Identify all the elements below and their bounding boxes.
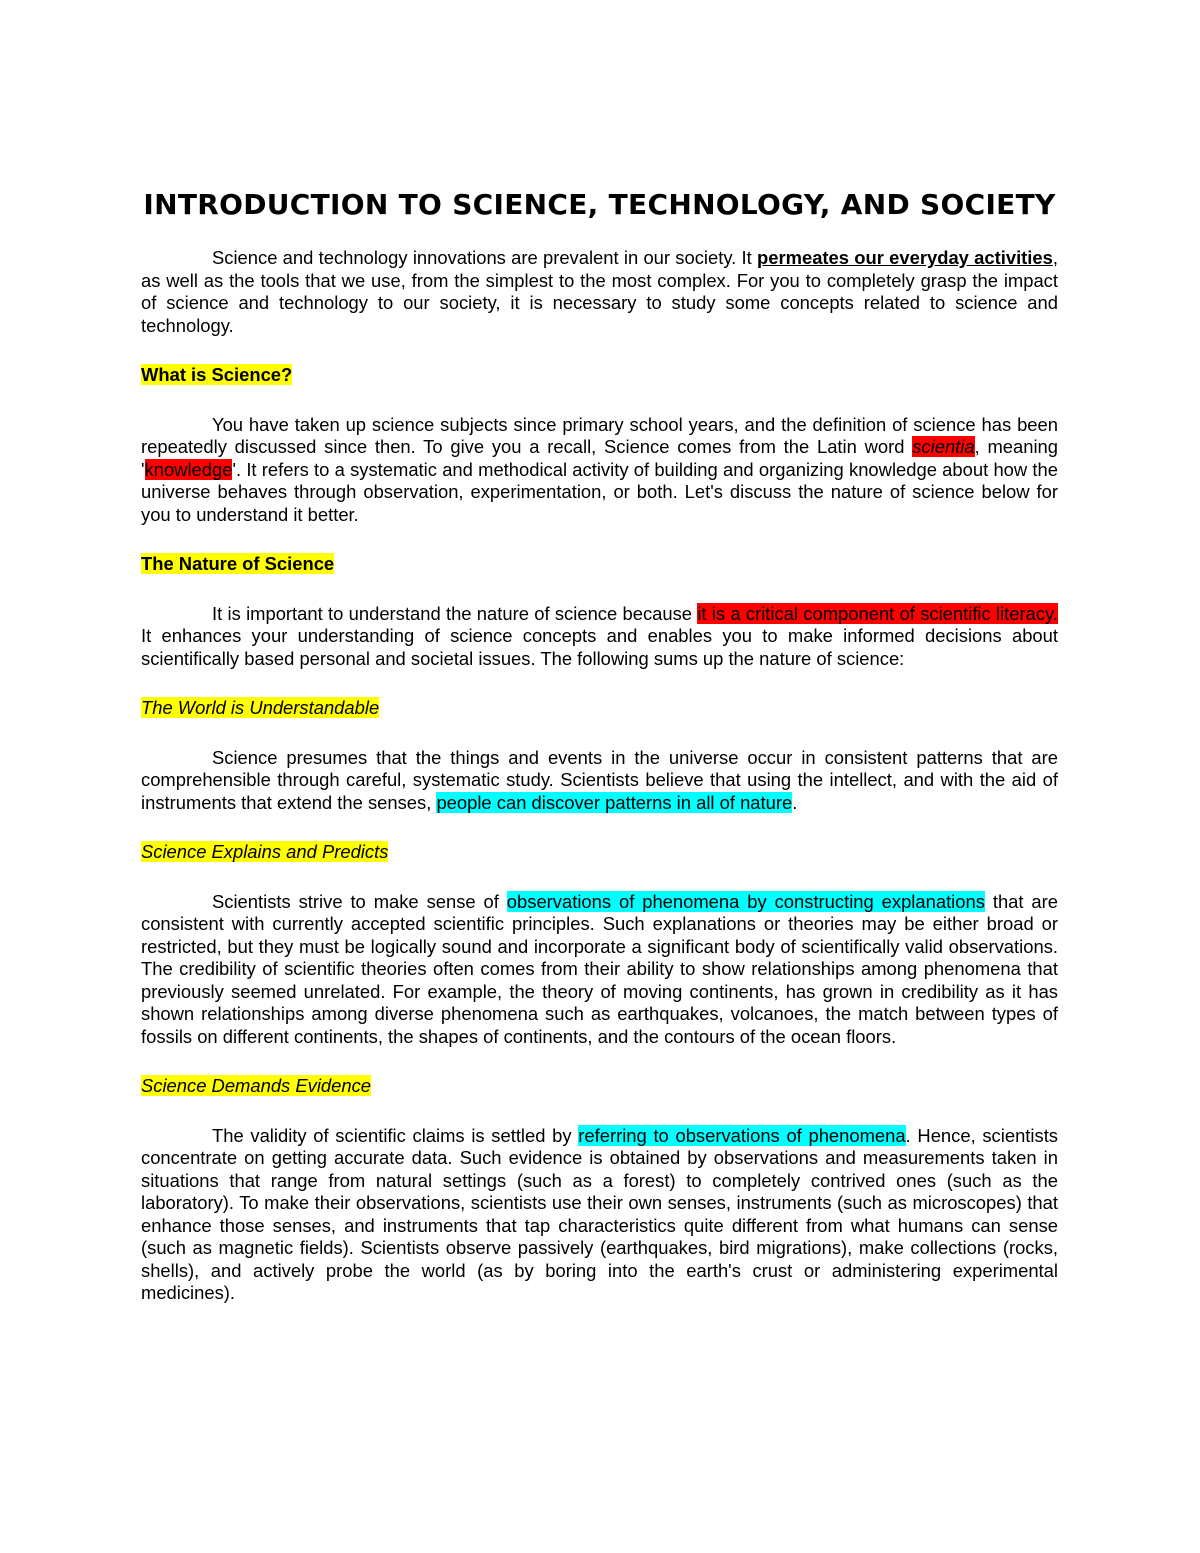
- explanations-highlight: observations of phenomena by constructing explanations: [506, 890, 985, 912]
- subheading-demands-evidence: Science Demands Evidence: [141, 1075, 372, 1096]
- patterns-highlight: people can discover patterns in all of nature: [436, 791, 793, 813]
- literacy-highlight: it is a critical component of scientific literacy.: [697, 602, 1058, 624]
- world-understandable-paragraph: [141, 747, 1058, 815]
- nature-text-1: It is important to understand the nature of science because: [212, 602, 698, 624]
- intro-text-1: Science and technology innovations are prevalent in our society. It: [212, 247, 757, 268]
- evidence-text-1: The validity of scientific claims is settled by: [212, 1124, 579, 1146]
- subheading-explains-predicts: Science Explains and Predicts: [141, 841, 389, 862]
- intro-emphasis: permeates our everyday activities: [757, 247, 1053, 268]
- observations-highlight: referring to observations of phenomena: [578, 1124, 906, 1146]
- what-is-science-text-1: You have taken up science subjects since primary school years, and the definition of science has been repeatedly discussed since then. To give you a recall, Science comes from the Latin word: [141, 413, 1058, 457]
- section-heading-nature-of-science: The Nature of Science: [141, 553, 335, 574]
- evidence-text-2: . Hence, scientists concentrate on getting accurate data. Such evidence is obtained by observations and measurements taken in situations that range from natural settings (such as a forest) to completely contrived ones (such as the laboratory). To make their observations, scientists use their own senses, instruments (such as microscopes) that enhance those senses, and instruments that tap characteristics quite different from what humans can sense (such as magnetic fields). Scientists observe passively (earthquakes, bird migrations), make collections (rocks, shells), and actively probe the world (as by boring into the earth's crust or administering experimental medicines).: [141, 1124, 1058, 1303]
- world-text-2: .: [792, 791, 798, 813]
- section-heading-what-is-science: What is Science?: [141, 364, 293, 385]
- demands-evidence-paragraph: [141, 1125, 1058, 1305]
- what-is-science-text-2: , meaning ': [141, 436, 1059, 480]
- subheading-world-understandable: The World is Understandable: [141, 697, 380, 718]
- intro-paragraph: [141, 247, 1058, 337]
- what-is-science-paragraph: [141, 414, 1058, 527]
- what-is-science-text-3: '. It refers to a systematic and methodical activity of building and organizing knowledge about how the universe behaves through observation, experimentation, or both. Let's discuss the nature of science below for you to understand it better.: [141, 458, 1058, 525]
- document-page: [141, 186, 1058, 1305]
- nature-text-2: It enhances your understanding of science concepts and enables you to make informed decisions about scientifically based personal and societal issues. The following sums up the nature of science:: [141, 625, 1058, 669]
- latin-word-highlight: scientia: [912, 436, 975, 457]
- world-text-1: Science presumes that the things and events in the universe occur in consistent patterns that are comprehensible through careful, systematic study. Scientists believe that using the intellect, and with the aid of instruments that extend the senses,: [141, 746, 1058, 813]
- nature-of-science-paragraph: [141, 603, 1058, 671]
- page-title: INTRODUCTION TO SCIENCE, TECHNOLOGY, AND SOCIETY: [143, 188, 1056, 221]
- explains-text-2: that are consistent with currently accepted scientific principles. Such explanations or theories may be either broad or restricted, but they must be logically sound and incorporate a significant body of scientifically valid observations. The credibility of scientific theories often comes from their ability to show relationships among phenomena that previously seemed unrelated. For example, the theory of moving continents, has grown in credibility as it has shown relationships among diverse phenomena such as earthquakes, volcanoes, the match between types of fossils on different continents, the shapes of continents, and the contours of the ocean floors.: [141, 890, 1059, 1047]
- explains-text-1: Scientists strive to make sense of: [212, 890, 507, 912]
- explains-predicts-paragraph: [141, 891, 1058, 1049]
- meaning-highlight: knowledge: [144, 458, 233, 480]
- intro-text-2: , as well as the tools that we use, from the simplest to the most complex. For you to completely grasp the impact of science and technology to our society, it is necessary to study some concepts related to science and technology.: [141, 247, 1059, 336]
